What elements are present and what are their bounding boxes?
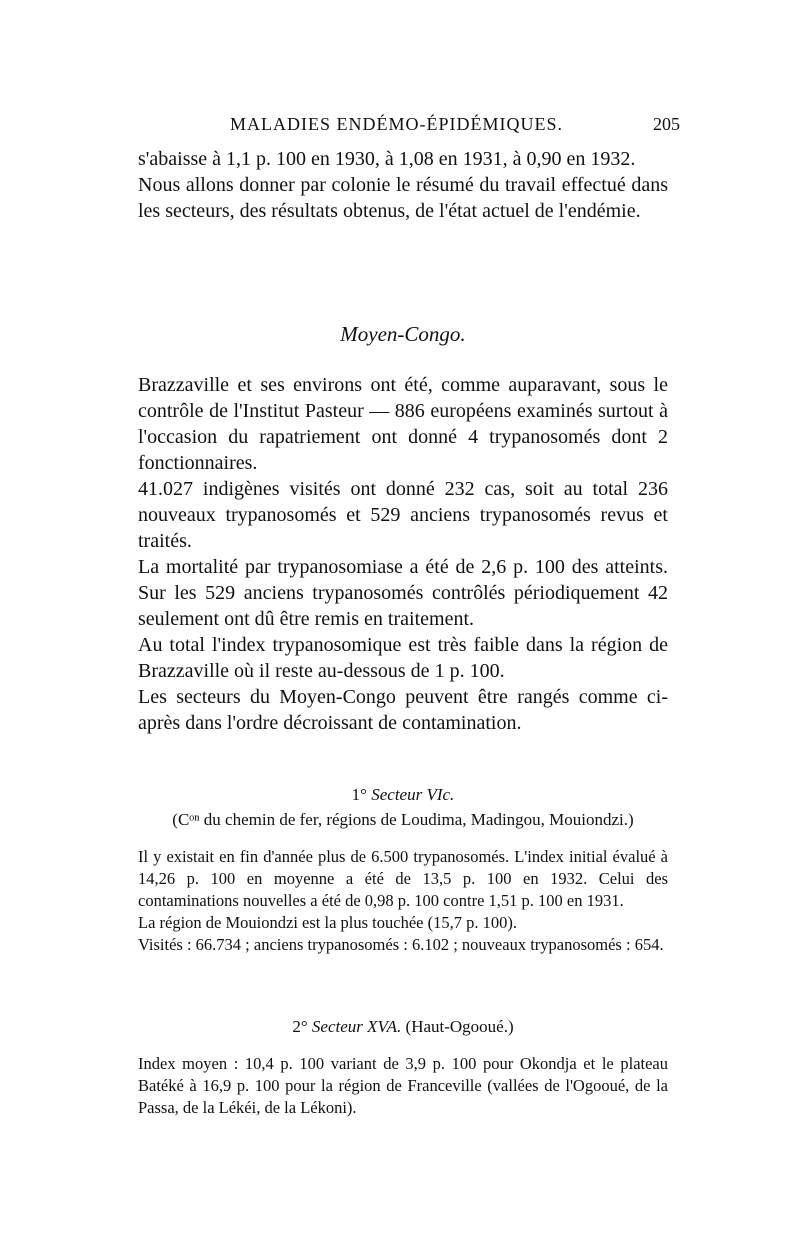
sector1-number: 1°	[351, 785, 367, 804]
sector2-name: Secteur XVA.	[311, 1017, 402, 1036]
section-heading: Moyen-Congo.	[340, 322, 466, 346]
sector2-number: 2°	[292, 1017, 308, 1036]
sector1-paragraph-1: Il y existait en fin d'année plus de 6.500 trypanosomés. L'index initial évalué à 14,26 p. 100 en moyenne a été de 13,5 p. 100 en 1932. Celui des contaminations nouvelles a été de 0,98 p. 100 contre 1,51 p. 100 en 1931.	[138, 847, 668, 910]
sector2-region: (Haut-Ogooué.)	[405, 1017, 514, 1036]
sector2-body	[138, 1053, 668, 1119]
intro-paragraph-2: Nous allons donner par colonie le résumé du travail effectué dans les secteurs, des résultats obtenus, de l'état actuel de l'endémie.	[138, 174, 668, 222]
sector1-paragraph-3: Visités : 66.734 ; anciens trypanosomés : 6.102 ; nouveaux trypanosomés : 654.	[138, 935, 664, 954]
moyen-paragraph-5: Les secteurs du Moyen-Congo peuvent être rangés comme ci-après dans l'ordre décroissant de contamination.	[138, 686, 668, 734]
sector1-body	[138, 846, 668, 956]
sector1-subtitle: (Cᵒⁿ du chemin de fer, régions de Loudima, Madingou, Mouiondzi.)	[172, 810, 634, 829]
page-header	[120, 106, 680, 142]
page-number: 205	[653, 114, 680, 134]
moyen-congo-block	[138, 372, 668, 736]
sector1-paragraph-2: La région de Mouiondzi est la plus touchée (15,7 p. 100).	[138, 913, 517, 932]
sector2-title	[138, 1017, 668, 1037]
sector1-name: Secteur VIc.	[371, 785, 455, 804]
sector2-paragraph-1: Index moyen : 10,4 p. 100 variant de 3,9 p. 100 pour Okondja et le plateau Batéké à 16,9 p. 100 pour la région de Franceville (vallées de l'Ogooué, de la Passa, de la Lékéi, de la Lékoni).	[138, 1054, 668, 1117]
moyen-paragraph-4: Au total l'index trypanosomique est très faible dans la région de Brazzaville où il reste au-dessous de 1 p. 100.	[138, 634, 668, 682]
moyen-paragraph-2: 41.027 indigènes visités ont donné 232 cas, soit au total 236 nouveaux trypanosomés et 529 anciens trypanosomés revus et traités.	[138, 478, 668, 552]
intro-paragraph-1: s'abaisse à 1,1 p. 100 en 1930, à 1,08 en 1931, à 0,90 en 1932.	[138, 148, 636, 170]
running-title: MALADIES ENDÉMO-ÉPIDÉMIQUES.	[230, 114, 563, 134]
moyen-paragraph-3: La mortalité par trypanosomiase a été de 2,6 p. 100 des atteints. Sur les 529 anciens trypanosomés contrôlés périodiquement 42 seulement ont dû être remis en traitement.	[138, 556, 668, 630]
sector1-title	[138, 785, 668, 805]
intro-block	[138, 146, 668, 224]
moyen-paragraph-1: Brazzaville et ses environs ont été, comme auparavant, sous le contrôle de l'Institut Pasteur — 886 européens examinés surtout à l'occasion du rapatriement ont donné 4 trypanosomés dont 2 fonctionnaires.	[138, 374, 668, 474]
